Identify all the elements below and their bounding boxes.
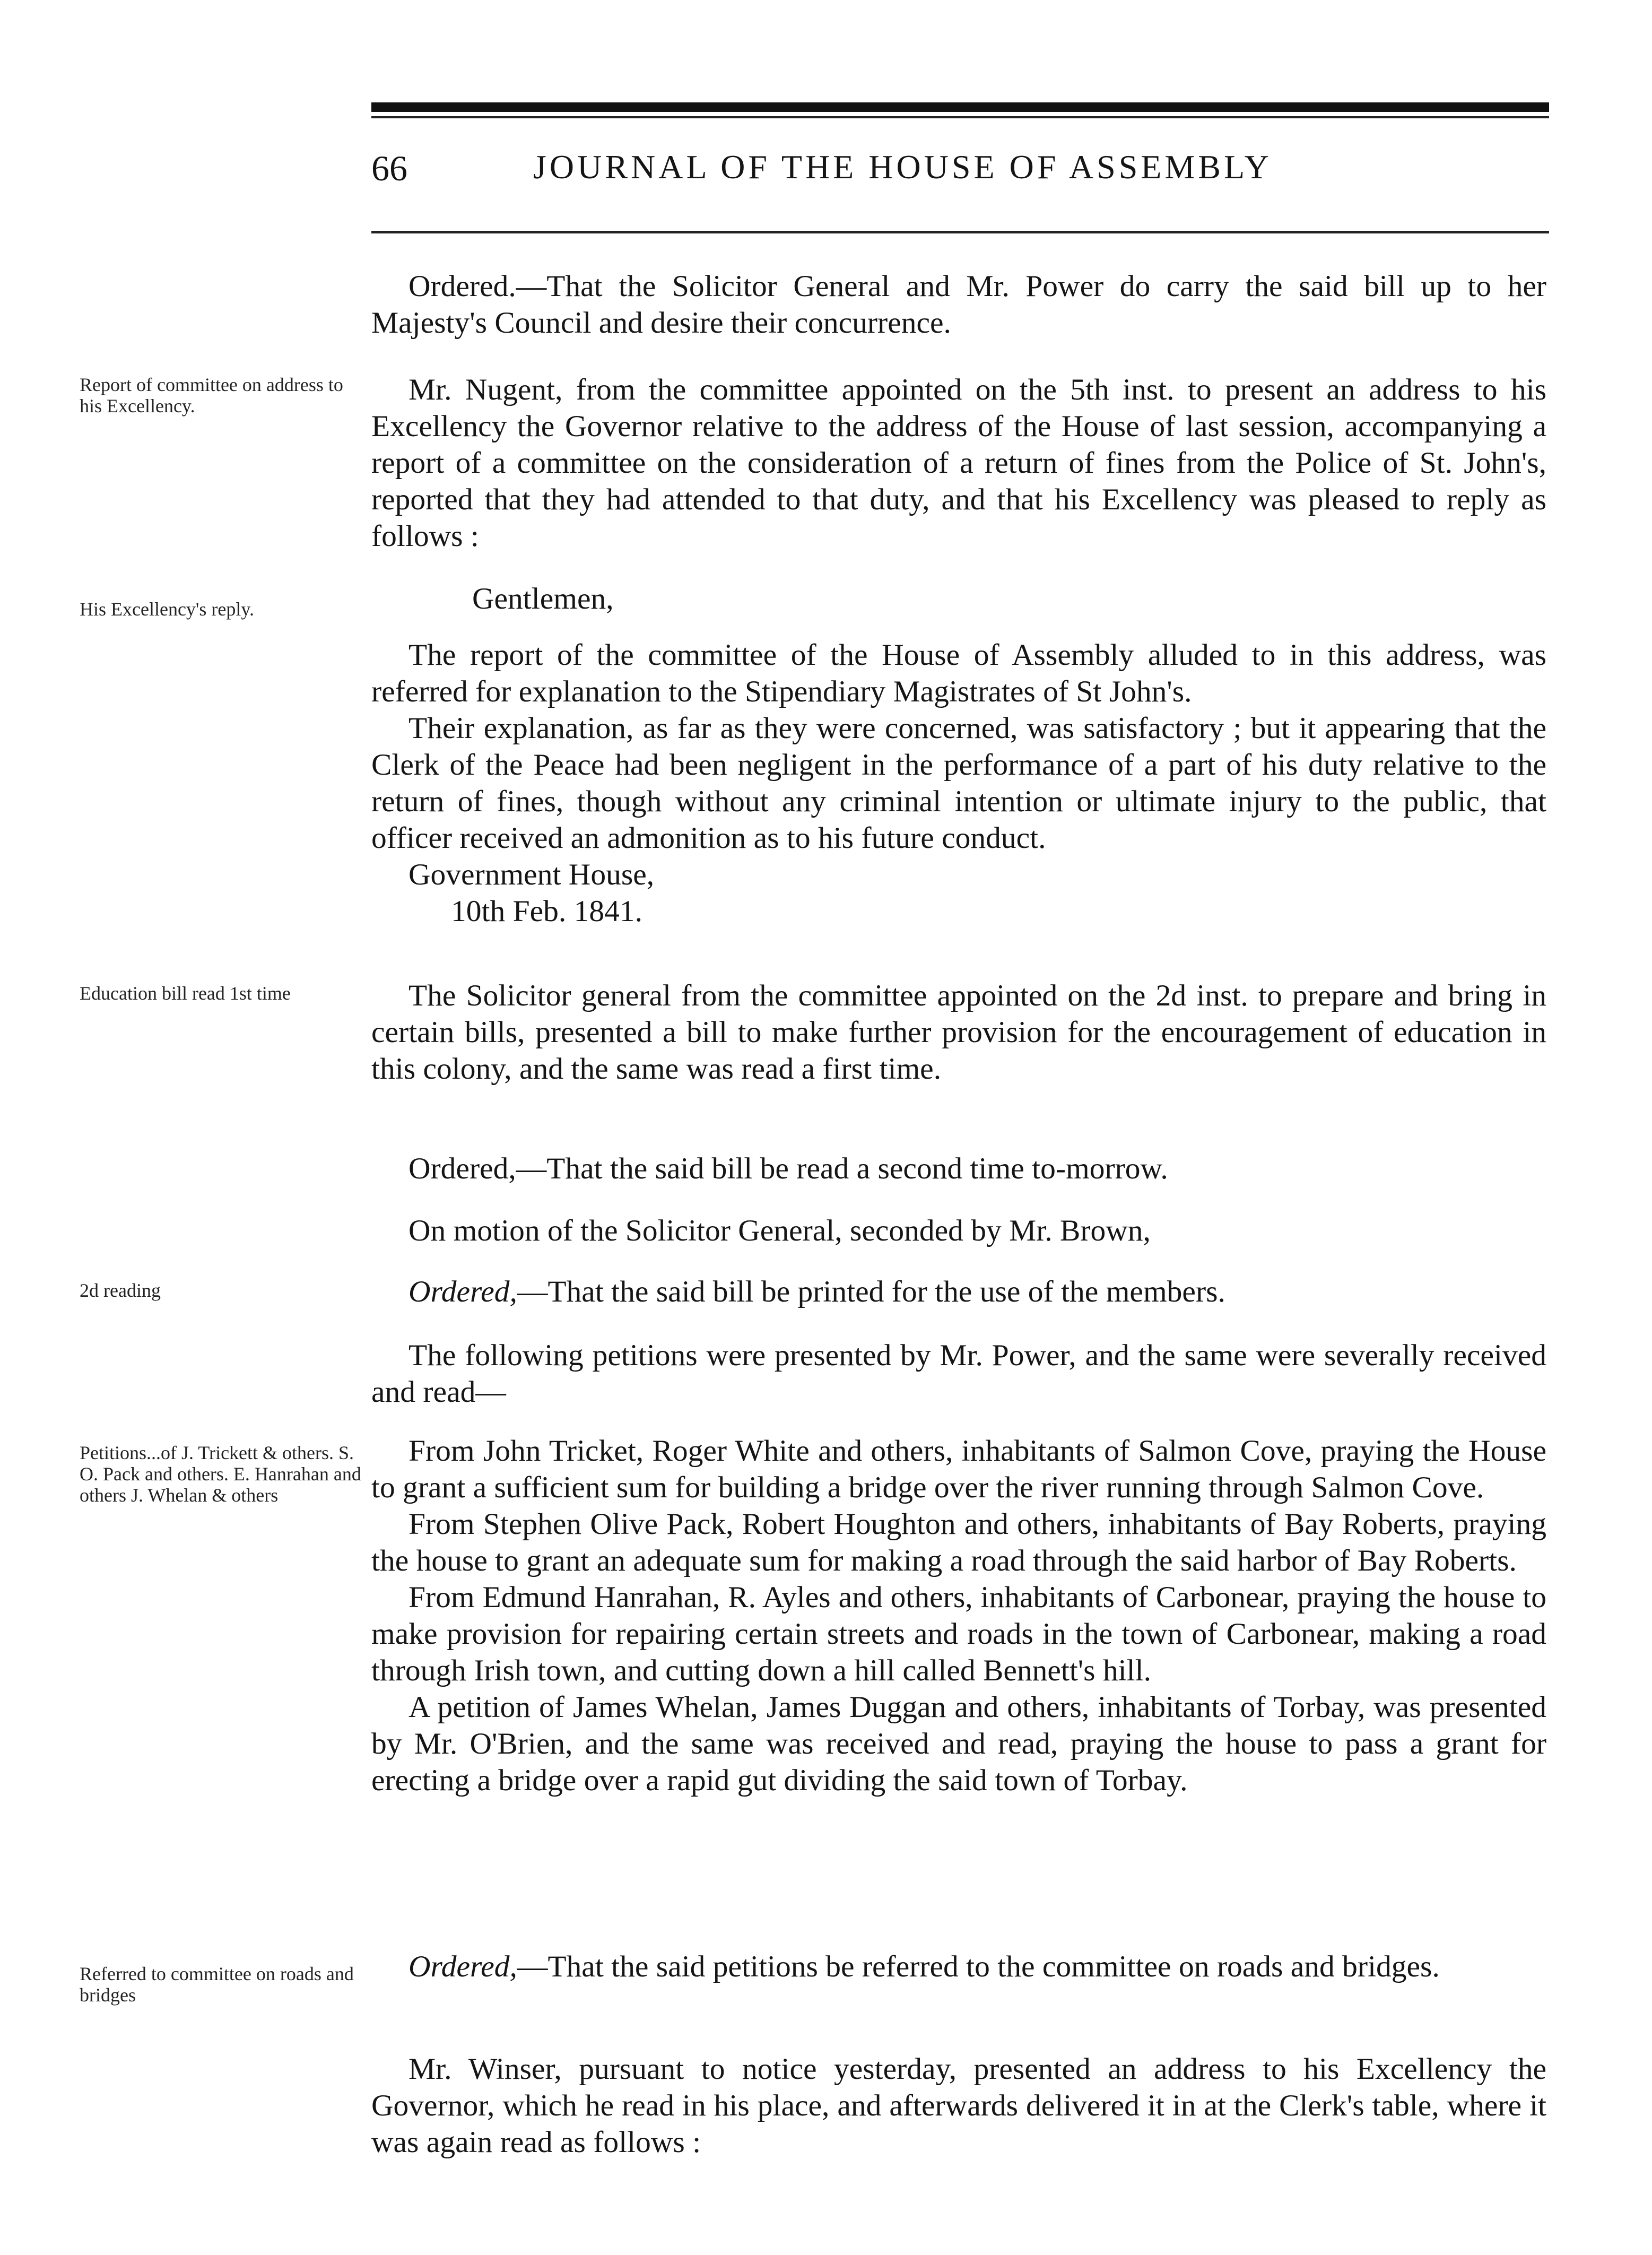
margin-note-reply: His Excellency's reply. (80, 599, 255, 620)
margin-note-report: Report of committee on address to his Excellency. (80, 374, 343, 417)
paragraph-education-bill: The Solicitor general from the committee appointed on the 2d inst. to prepare and bring in certain bills, presented a bill to make further provision for the encouragement of education in this colony, and the same was read a first time. (371, 979, 1546, 1086)
petition-whelan: A petition of James Whelan, James Duggan and others, inhabitants of Torbay, was presented by Mr. O'Brien, and the same was received and read, praying the house to pass a grant for erecting a bridge over a rapid gut dividing the said town of Torbay. (371, 1690, 1546, 1797)
margin-note-education-bill: Education bill read 1st time (80, 983, 291, 1004)
page-title: JOURNAL OF THE HOUSE OF ASSEMBLY (533, 148, 1272, 186)
margin-note-referred: Referred to committee on roads and bridges (80, 1963, 354, 2006)
paragraph-winser: Mr. Winser, pursuant to notice yesterday, presented an address to his Excellency the Governor, which he read in his place, and afterwards delivered it in at the Clerk's table, where it was again read as follows : (371, 2052, 1546, 2159)
ordered-italic-2: Ordered, (408, 1950, 517, 1983)
page-header (371, 148, 1549, 195)
paragraph-motion: On motion of the Solicitor General, seconded by Mr. Brown, (408, 1214, 1151, 1247)
paragraph-petitions-intro: The following petitions were presented by Mr. Power, and the same were severally received and read— (371, 1339, 1546, 1409)
paragraph-referred (371, 1948, 1546, 1985)
reply-paragraph-2: Their explanation, as far as they were concerned, was satisfactory ; but it appearing that the Clerk of the Peace had been negligent in the performance of a part of his duty relative to the return of fines, though without any criminal intention or ultimate injury to the public, that officer received an admonition as to his future conduct. (371, 712, 1546, 855)
margin-note-second-reading: 2d reading (80, 1280, 161, 1301)
reply-date: 10th Feb. 1841. (451, 895, 642, 928)
petition-hanrahan: From Edmund Hanrahan, R. Ayles and others, inhabitants of Carbonear, praying the house to make provision for repairing certain streets and roads in the town of Carbonear, making a road through Irish town, and cutting down a hill called Bennett's hill. (371, 1581, 1546, 1687)
reply-paragraph-1: The report of the committee of the House of Assembly alluded to in this address, was referred for explanation to the Stipendiary Magistrates of St John's. (371, 638, 1546, 708)
paragraph-ordered-carry-bill: Ordered.—That the Solicitor General and Mr. Power do carry the said bill up to her Majesty's Council and desire their concurrence. (371, 270, 1546, 340)
referred-text: —That the said petitions be referred to the committee on roads and bridges. (517, 1950, 1440, 1983)
paragraph-nugent-report: Mr. Nugent, from the committee appointed on the 5th inst. to present an address to his Excellency the Governor relative to the address of the House of last session, accompanying a report of a committee on the consideration of a return of fines from the Police of St. John's, reported that they had attended to that duty, and that his Excellency was pleased to reply as follows : (371, 373, 1546, 553)
margin-note-petitions: Petitions...of J. Trickett & others. S. O. Pack and others. E. Hanrahan and others J. Whelan & others (80, 1442, 361, 1506)
paragraph-second-time: Ordered,—That the said bill be read a second time to-morrow. (408, 1152, 1168, 1185)
paragraph-printed (371, 1273, 1546, 1310)
top-thick-rule (371, 102, 1549, 112)
page-number: 66 (371, 148, 407, 188)
top-thin-rule (371, 116, 1549, 118)
excellency-reply (371, 637, 1546, 930)
header-rule (371, 231, 1549, 233)
salutation: Gentlemen, (472, 582, 614, 615)
petition-tricket: From John Tricket, Roger White and others, inhabitants of Salmon Cove, praying the House to grant a sufficient sum for building a bridge over the river running through Salmon Cove. (371, 1434, 1546, 1504)
ordered-italic: Ordered, (408, 1275, 517, 1308)
petitions-list (371, 1433, 1546, 1799)
printed-text: —That the said bill be printed for the use of the members. (517, 1275, 1225, 1308)
reply-place: Government House, (408, 858, 655, 891)
petition-pack: From Stephen Olive Pack, Robert Houghton and others, inhabitants of Bay Roberts, praying the house to grant an adequate sum for making a road through the said harbor of Bay Roberts. (371, 1507, 1546, 1577)
